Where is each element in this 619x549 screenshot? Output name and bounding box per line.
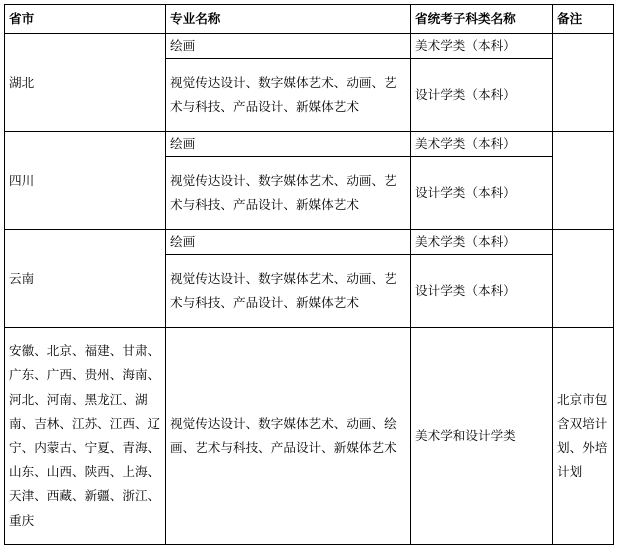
majors-cell: 绘画 xyxy=(166,230,411,255)
category-cell: 美术学和设计学类 xyxy=(411,328,553,545)
category-cell: 美术学类（本科） xyxy=(411,230,553,255)
majors-cell: 绘画 xyxy=(166,34,411,59)
header-majors: 专业名称 xyxy=(166,5,411,34)
majors-cell: 绘画 xyxy=(166,132,411,157)
province-list-cell: 安徽、北京、福建、甘肃、广东、广西、贵州、海南、河北、河南、黑龙江、湖南、吉林、江苏、江西、辽宁、内蒙古、宁夏、青海、山东、山西、陕西、上海、天津、西藏、新疆、浙江、重庆 xyxy=(5,328,166,545)
header-province: 省市 xyxy=(5,5,166,34)
note-cell xyxy=(553,230,614,328)
table-row xyxy=(5,230,614,255)
note-cell: 北京市包含双培计划、外培计划 xyxy=(553,328,614,545)
header-note: 备注 xyxy=(553,5,614,34)
category-cell: 美术学类（本科） xyxy=(411,132,553,157)
category-cell: 美术学类（本科） xyxy=(411,34,553,59)
table-row xyxy=(5,328,614,545)
province-cell: 四川 xyxy=(5,132,166,230)
category-cell: 设计学类（本科） xyxy=(411,59,553,132)
table-header-row xyxy=(5,5,614,34)
category-cell: 设计学类（本科） xyxy=(411,157,553,230)
header-category: 省统考子科类名称 xyxy=(411,5,553,34)
note-cell xyxy=(553,132,614,230)
category-cell: 设计学类（本科） xyxy=(411,255,553,328)
admissions-table xyxy=(4,4,614,545)
table-row xyxy=(5,34,614,59)
province-cell: 湖北 xyxy=(5,34,166,132)
table-row xyxy=(5,132,614,157)
province-cell: 云南 xyxy=(5,230,166,328)
majors-cell: 视觉传达设计、数字媒体艺术、动画、艺术与科技、产品设计、新媒体艺术 xyxy=(166,255,411,328)
majors-cell: 视觉传达设计、数字媒体艺术、动画、艺术与科技、产品设计、新媒体艺术 xyxy=(166,157,411,230)
majors-cell: 视觉传达设计、数字媒体艺术、动画、艺术与科技、产品设计、新媒体艺术 xyxy=(166,59,411,132)
note-cell xyxy=(553,34,614,132)
majors-cell: 视觉传达设计、数字媒体艺术、动画、绘画、艺术与科技、产品设计、新媒体艺术 xyxy=(166,328,411,545)
